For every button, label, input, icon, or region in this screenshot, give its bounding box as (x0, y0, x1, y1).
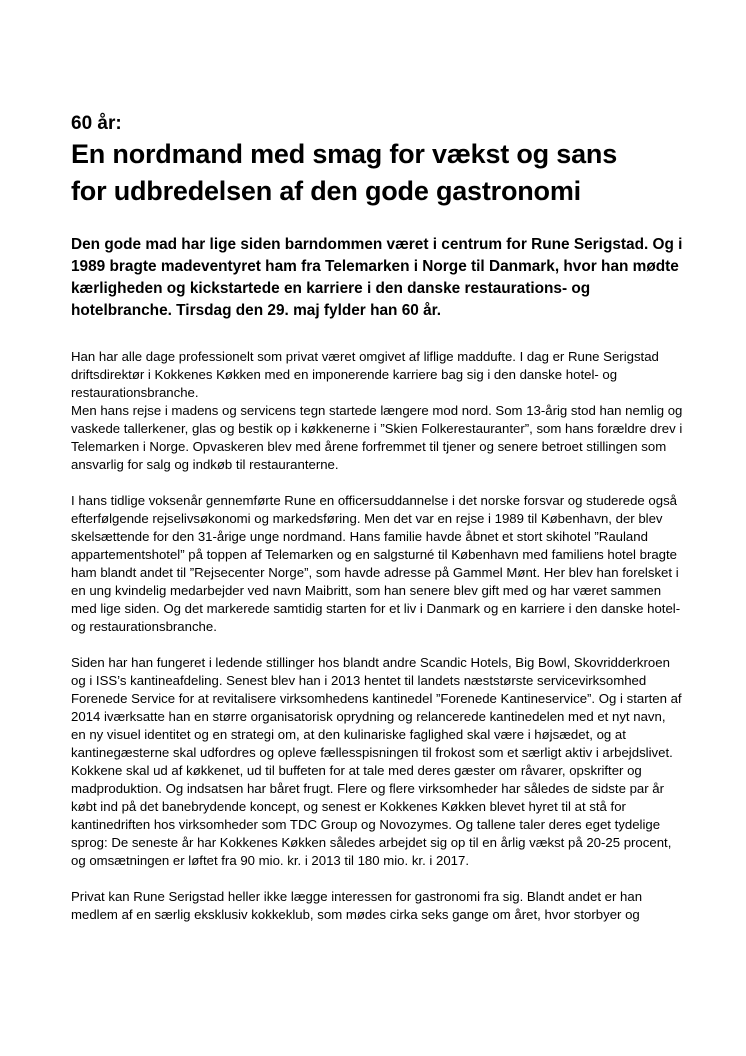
article (71, 112, 683, 942)
article-body (71, 348, 683, 924)
paragraph-4: Privat kan Rune Serigstad heller ikke lægge interessen for gastronomi fra sig. Blandt andet er han medlem af en særlig eksklusiv kokkeklub, som mødes cirka seks gange om året, hvor storbyer og (71, 889, 643, 922)
paragraph-3: Siden har han fungeret i ledende stillinger hos blandt andre Scandic Hotels, Big Bowl, Skovridderkroen og i ISS’s kantineafdeling. Senest blev han i 2013 hentet til landets næststørste servicevirksomhed Forenede Service for at revitalisere virksomhedens kantinedel ”Forenede Kantineservice”. Og i starten af 2014 iværksatte han en større organisatorisk oprydning og relancerede kantinedelen med et nyt navn, en ny visuel identitet og en strategi om, at den kulinariske faglighed skal være i højsædet, og at kantinegæsterne skal udfordres og opleve fællesspisningen til frokost som et særligt aktiv i arbejdslivet. Kokkene skal ud af køkkenet, ud til buffeten for at tale med deres gæster om råvarer, opskrifter og madproduktion. Og indsatsen har båret frugt. Flere og flere virksomheder har således de sidste par år købt ind på det banebrydende koncept, og senest er Kokkenes Køkken blevet hyret til at stå for kantinedriften hos virksomheder som TDC Group og Novozymes. Og tallene taler deres eget tydelige sprog: De seneste år har Kokkenes Køkken således arbejdet sig op til en årlig vækst på 20-25 procent, og omsætningen er løftet fra 90 mio. kr. i 2013 til 180 mio. kr. i 2017. (71, 655, 682, 868)
paragraph-2: I hans tidlige voksenår gennemførte Rune en officersuddannelse i det norske forsvar og studerede også efterfølgende rejselivsøkonomi og markedsføring. Men det var en rejse i 1989 til København, der blev skelsættende for den 31-årige unge nordmand. Hans familie havde åbnet et stort skihotel ”Rauland appartementshotel” på toppen af Telemarken og en salgsturné til København med familiens hotel bragte ham blandt andet til ”Rejsecenter Norge”, som havde adresse på Gammel Mønt. Her blev han forelsket i en ung kvindelig medarbejder ved navn Maibritt, som han senere blev gift med og har været sammen med lige siden. Og det markerede samtidig starten for et liv i Danmark og en karriere i den danske hotel- og restaurationsbranche. (71, 493, 681, 634)
headline-line-2: for udbredelsen af den gode gastronomi (71, 176, 581, 206)
article-headline (71, 136, 683, 210)
headline-line-1: En nordmand med smag for vækst og sans (71, 139, 618, 169)
article-lead: Den gode mad har lige siden barndommen været i centrum for Rune Serigstad. Og i 1989 bragte madeventyret ham fra Telemarken i Norge til Danmark, hvor han mødte kærligheden og kickstartede en karriere i den danske restaurations- og hotelbranche. Tirsdag den 29. maj fylder han 60 år. (71, 236, 683, 319)
paragraph-1a: Han har alle dage professionelt som privat været omgivet af liflige maddufte. I dag er Rune Serigstad driftsdirektør i Kokkenes Køkken med en imponerende karriere bag sig i den danske hotel- og restaurationsbranche. (71, 349, 659, 400)
paragraph-1 (71, 348, 683, 474)
article-kicker: 60 år: (71, 113, 122, 134)
paragraph-1b: Men hans rejse i madens og servicens tegn startede længere mod nord. Som 13-årig stod han nemlig og vaskede tallerkener, glas og bestik op i køkkenerne i ”Skien Folkerestauranter”, som hans forældre drev i Telemarken i Norge. Opvaskeren blev med årene forfremmet til tjener og senere betroet stillingen som ansvarlig for salg og indkøb til restauranterne. (71, 403, 683, 472)
